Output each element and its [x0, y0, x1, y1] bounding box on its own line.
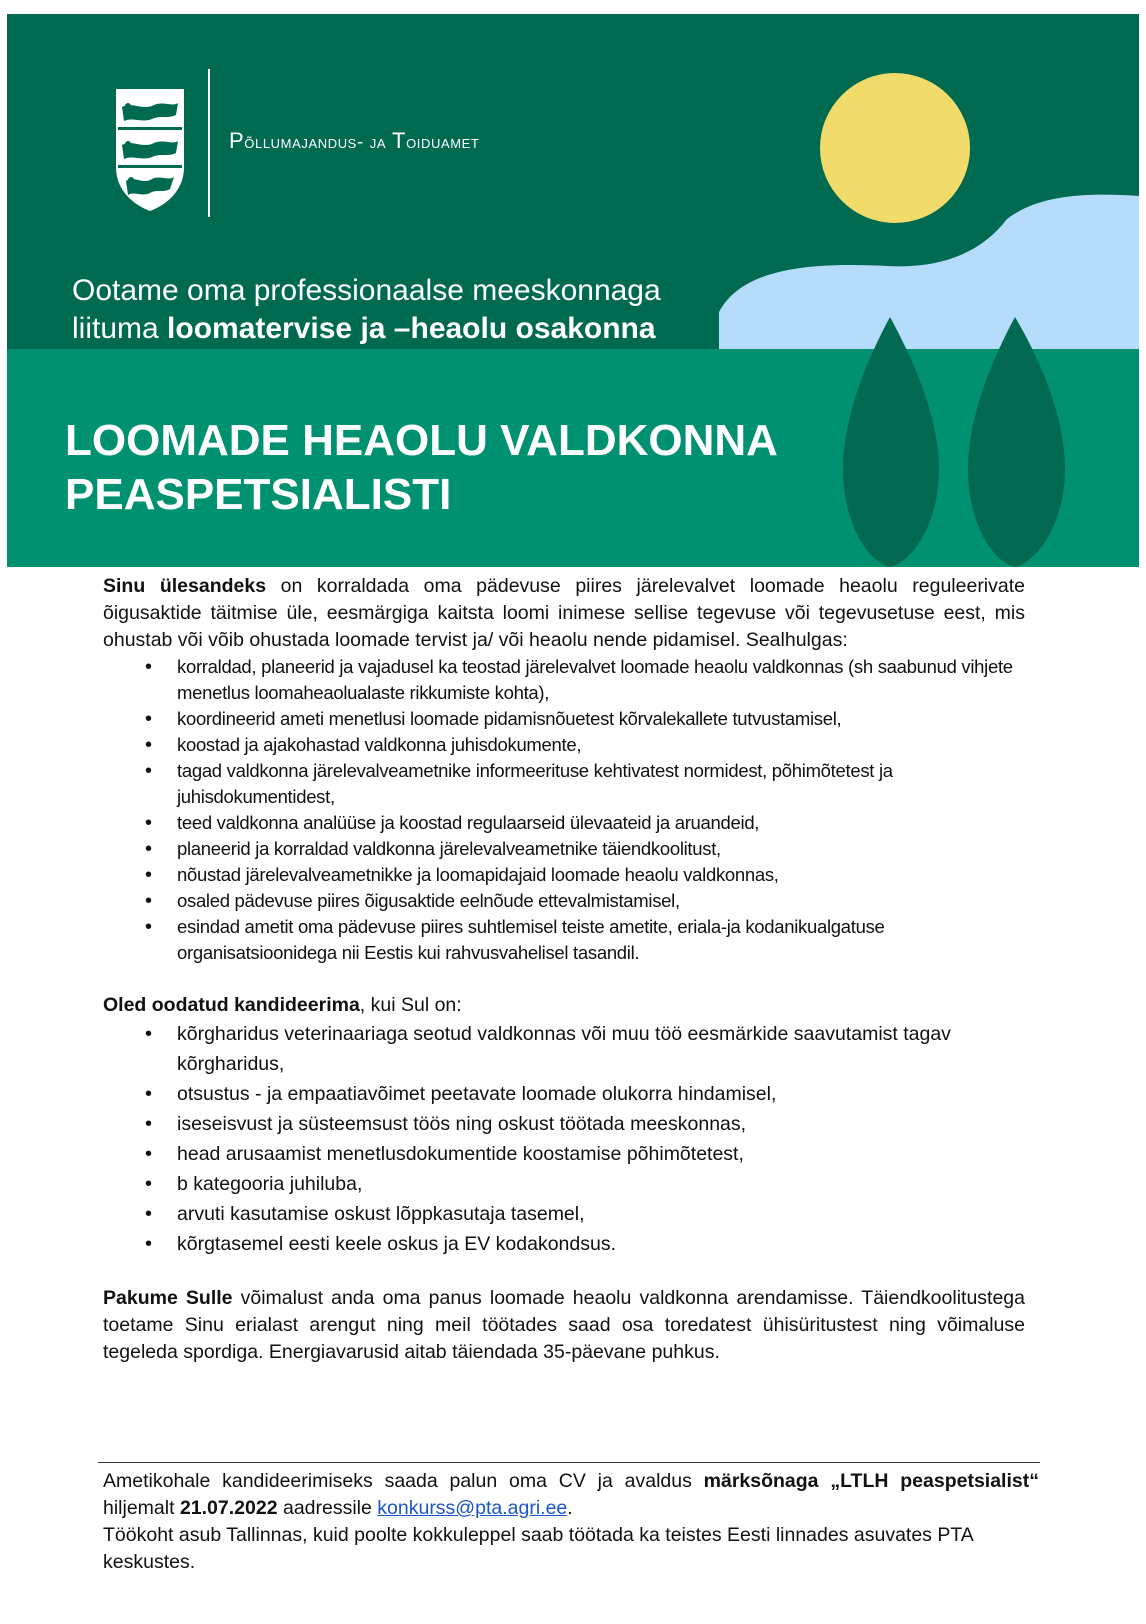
list-item: • osaled pädevuse piires õigusaktide eelnõude ettevalmistamisel,	[103, 888, 1025, 914]
tasks-intro-text: on korraldada oma pädevuse piires järelevalvet loomade heaolu reguleerivate õigusaktide täitmise üle, eesmärgiga kaitsta loomi inimese sellise tegevuse või tegevusetuse eest, mis ohustab või võib ohustada loomade tervist ja/ või heaolu nende pidamisel. Sealhulgas:	[103, 575, 1025, 651]
requirements-intro	[103, 992, 1025, 1019]
offer-heading: Pakume Sulle	[103, 1287, 233, 1309]
apply-keyword: märksõnaga „LTLH peaspetsialist“	[703, 1470, 1039, 1492]
requirements-list	[103, 1019, 1025, 1259]
department-name: loomatervise ja –heaolu osakonna	[167, 312, 656, 345]
org-name-initial-1: P	[229, 128, 245, 153]
application-info	[103, 1468, 1039, 1576]
list-item: • korraldad, planeerid ja vajadusel ka teostad järelevalvet loomade heaolu valdkonnas (sh saabunud vihjete menetlus loomaheaolualaste rikkumiste kohta),	[103, 654, 1025, 706]
application-instructions	[103, 1468, 1039, 1522]
apply-deadline: 21.07.2022	[179, 1497, 278, 1519]
list-item: • kõrgtasemel eesti keele oskus ja EV kodakondsus.	[103, 1229, 1025, 1259]
tagline-line-1: Ootame oma professionaalse meeskonnaga	[72, 274, 661, 307]
job-description	[103, 573, 1025, 1366]
offer-paragraph	[103, 1285, 1025, 1366]
job-title-line-1: LOOMADE HEAOLU VALDKONNA	[65, 416, 778, 465]
leaf-shape-left	[843, 317, 939, 567]
requirements-heading: Oled oodatud kandideerima	[103, 994, 360, 1016]
apply-text-4: .	[567, 1497, 573, 1519]
list-item: • koostad ja ajakohastad valdkonna juhisdokumente,	[103, 732, 1025, 758]
leaf-shape-right	[968, 317, 1065, 567]
list-item: • otsustus - ja empaatiavõimet peetavate loomade olukorra hindamisel,	[103, 1079, 1025, 1109]
list-item: • arvuti kasutamise oskust lõppkasutaja tasemel,	[103, 1199, 1025, 1229]
list-item: • koordineerid ameti menetlusi loomade pidamisnõuetest kõrvalekallete tutvustamisel,	[103, 706, 1025, 732]
recruitment-tagline	[72, 272, 792, 348]
list-item: • teed valdkonna analüüse ja koostad regulaarseid ülevaateid ja aruandeid,	[103, 810, 1025, 836]
org-name-initial-2: T	[392, 128, 407, 153]
list-item: • head arusaamist menetlusdokumentide koostamise põhimõtetest,	[103, 1139, 1025, 1169]
offer-text: võimalust anda oma panus loomade heaolu valdkonna arendamisse. Täiendkoolitustega toetame Sinu erialast arengut ning meil töötades saad osa toredatest ühisüritustest ning võimaluse tegeleda spordiga. Energiavarusid aitab täiendada 35-päevane puhkus.	[103, 1287, 1025, 1363]
tagline-line-2	[72, 310, 792, 348]
list-item: • b kategooria juhiluba,	[103, 1169, 1025, 1199]
list-item: • nõustad järelevalveametnikke ja loomapidajaid loomade heaolu valdkonnas,	[103, 862, 1025, 888]
estonian-coat-of-arms-icon	[114, 89, 186, 211]
logo-divider	[208, 69, 210, 217]
apply-text-1: Ametikohale kandideerimiseks saada palun oma CV ja avaldus	[103, 1470, 704, 1492]
organization-name	[229, 128, 479, 154]
application-email-link[interactable]: konkurss@pta.agri.ee	[377, 1497, 568, 1519]
tagline-prefix: liituma	[72, 312, 168, 345]
requirements-intro-text: , kui Sul on:	[359, 994, 462, 1016]
job-title	[65, 414, 855, 522]
list-item: • esindad ametit oma pädevuse piires suhtlemisel teiste ametite, eriala-ja kodanikualgatuse organisatsioonidega nii Eestis kui rahvusvahelisel tasandil.	[103, 914, 1025, 966]
apply-text-2: hiljemalt	[103, 1497, 180, 1519]
org-name-part-2: oiduamet	[406, 132, 480, 153]
section-divider	[98, 1462, 1040, 1463]
job-title-line-2: PEASPETSIALISTI	[65, 470, 452, 519]
tasks-intro	[103, 573, 1025, 654]
list-item: • planeerid ja korraldad valdkonna järelevalveametnike täiendkoolitust,	[103, 836, 1025, 862]
list-item: • iseseisvust ja süsteemsust töös ning oskust töötada meeskonnas,	[103, 1109, 1025, 1139]
header-banner	[7, 14, 1139, 567]
job-location-note: Töökoht asub Tallinnas, kuid poolte kokkuleppel saab töötada ka teistes Eesti linnades asuvates PTA keskustes.	[103, 1524, 973, 1573]
list-item: • kõrgharidus veterinaariaga seotud valdkonnas või muu töö eesmärkide saavutamist tagav kõrgharidus,	[103, 1019, 1025, 1079]
list-item: • tagad valdkonna järelevalveametnike informeerituse kehtivatest normidest, põhimõtetest ja juhisdokumentidest,	[103, 758, 1025, 810]
tasks-list	[103, 654, 1025, 966]
tasks-heading: Sinu ülesandeks	[103, 575, 267, 597]
org-name-part-1: õllumajandus- ja	[244, 132, 393, 153]
apply-text-3: aadressile	[277, 1497, 378, 1519]
sun-shape	[820, 73, 970, 223]
